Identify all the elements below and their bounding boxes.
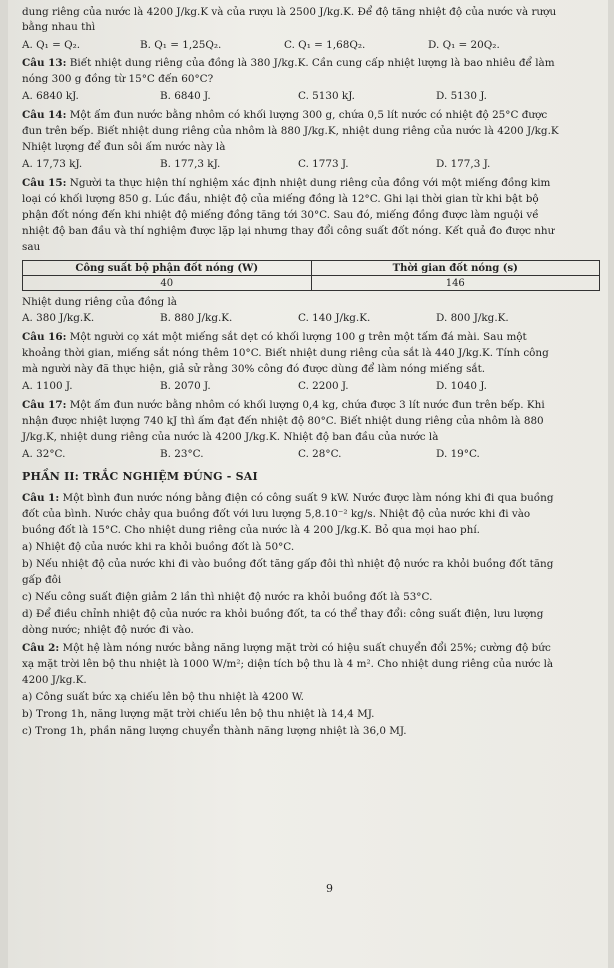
question-label: Câu 13: <box>22 57 67 69</box>
question-16 <box>22 331 527 344</box>
option-a: A. 380 J/kg.K. <box>22 312 95 324</box>
table-cell: 146 <box>311 276 600 291</box>
text-line: sau <box>22 241 41 253</box>
page-number: 9 <box>326 882 333 895</box>
statement-b: b) Trong 1h, năng lượng mặt trời chiếu lên bộ thu nhiệt là 14,4 MJ. <box>22 708 375 720</box>
text-line: loại có khối lượng 850 g. Lúc đầu, nhiệt độ của miếng đồng là 12°C. Ghi lại thời gian từ khi bật bộ <box>22 193 539 205</box>
question-17 <box>22 399 545 412</box>
text-line: bằng nhau thì <box>22 21 96 33</box>
text-line: Một bình đun nước nóng bằng điện có công suất 9 kW. Nước được làm nóng khi đi qua buồng <box>59 492 554 504</box>
statement-a: a) Nhiệt độ của nước khi ra khỏi buồng đốt là 50°C. <box>22 541 295 553</box>
text-line: buồng đốt là 15°C. Cho nhiệt dung riêng của nước là 4 200 J/kg.K. Bỏ qua mọi hao phí. <box>22 524 480 536</box>
option-a: A. 32°C. <box>22 448 66 460</box>
text-line: dung riêng của nước là 4200 J/kg.K và của rượu là 2500 J/kg.K. Để độ tăng nhiệt độ của nước và rượu <box>22 6 557 18</box>
text-line: Một hệ làm nóng nước bằng năng lượng mặt trời có hiệu suất chuyển đổi 25%; cường độ bức <box>59 642 551 654</box>
option-b: B. 6840 J. <box>160 90 211 102</box>
text-line: Một ấm đun nước bằng nhôm có khối lượng 0,4 kg, chứa được 3 lít nước đun trên bếp. Khi <box>66 399 545 411</box>
part2-question-1 <box>22 492 553 505</box>
question-label: Câu 14: <box>22 109 67 121</box>
text-line: Một người cọ xát một miếng sắt dẹt có khối lượng 100 g trên một tấm đá mài. Sau một <box>66 331 527 343</box>
question-label: Câu 2: <box>22 642 60 654</box>
option-a: A. Q₁ = Q₂. <box>22 39 81 51</box>
option-a: A. 1100 J. <box>22 380 73 392</box>
option-d: D. 800 J/kg.K. <box>436 312 509 324</box>
document-page <box>8 0 608 968</box>
question-label: Câu 1: <box>22 492 60 504</box>
option-b: B. Q₁ = 1,25Q₂. <box>140 39 222 51</box>
question-15 <box>22 177 550 190</box>
option-b: B. 880 J/kg.K. <box>160 312 233 324</box>
text-line: gấp đôi <box>22 574 62 586</box>
question-label: Câu 16: <box>22 331 67 343</box>
option-c: C. 5130 kJ. <box>298 90 355 102</box>
data-table <box>22 260 600 291</box>
question-label: Câu 17: <box>22 399 67 411</box>
statement-b: b) Nếu nhiệt độ của nước khi đi vào buồng đốt tăng gấp đôi thì nhiệt độ nước ra khỏi buồng đốt tăng <box>22 558 554 570</box>
option-a: A. 6840 kJ. <box>22 90 79 102</box>
text-line: Người ta thực hiện thí nghiệm xác định nhiệt dung riêng của đồng với một miếng đồng kim <box>66 177 551 189</box>
text-line: đun trên bếp. Biết nhiệt dung riêng của nhôm là 880 J/kg.K, nhiệt dung riêng của nước là 4200 J/kg.K <box>22 125 559 137</box>
table-cell: 40 <box>23 276 312 291</box>
option-b: B. 23°C. <box>160 448 204 460</box>
text-line: nhiệt độ ban đầu và thí nghiệm được lặp lại nhưng thay đổi công suất đốt nóng. Kết quả đo được như <box>22 225 555 237</box>
option-c: C. Q₁ = 1,68Q₂. <box>284 39 366 51</box>
statement-d: d) Để điều chỉnh nhiệt độ của nước ra khỏi buồng đốt, ta có thể thay đổi: công suất điện, lưu lượng <box>22 608 544 620</box>
text-line: Nhiệt lượng để đun sôi ấm nước này là <box>22 141 226 153</box>
option-b: B. 177,3 kJ. <box>160 158 221 170</box>
text-line: nhận được nhiệt lượng 740 kJ thì ấm đạt đến nhiệt độ 80°C. Biết nhiệt dung riêng của nhôm là 880 <box>22 415 544 427</box>
option-d: D. 19°C. <box>436 448 480 460</box>
section-heading: PHẦN II: TRẮC NGHIỆM ĐÚNG - SAI <box>22 470 258 483</box>
question-13 <box>22 57 555 70</box>
option-c: C. 140 J/kg.K. <box>298 312 371 324</box>
statement-c: c) Nếu công suất điện giảm 2 lần thì nhiệt độ nước ra khỏi buồng đốt là 53°C. <box>22 591 433 603</box>
column-header: Thời gian đốt nóng (s) <box>311 261 600 276</box>
text-line: Nhiệt dung riêng của đồng là <box>22 296 177 308</box>
text-line: nóng 300 g đồng từ 15°C đến 60°C? <box>22 73 214 85</box>
option-c: C. 2200 J. <box>298 380 349 392</box>
question-label: Câu 15: <box>22 177 67 189</box>
statement-c: c) Trong 1h, phần năng lượng chuyển thành năng lượng nhiệt là 36,0 MJ. <box>22 725 407 737</box>
column-header: Công suất bộ phận đốt nóng (W) <box>23 261 312 276</box>
part2-question-2 <box>22 642 551 655</box>
text-line: khoảng thời gian, miếng sắt nóng thêm 10°C. Biết nhiệt dung riêng của sắt là 440 J/kg.K. Tính công <box>22 347 549 359</box>
text-line: dòng nước; nhiệt độ nước đi vào. <box>22 624 194 636</box>
option-d: D. Q₁ = 20Q₂. <box>428 39 500 51</box>
option-d: D. 5130 J. <box>436 90 487 102</box>
text-line: mà người này đã thực hiện, giả sử rằng 30% công đó được dùng để làm nóng miếng sắt. <box>22 363 486 375</box>
table-row <box>23 276 600 291</box>
statement-a: a) Công suất bức xạ chiếu lên bộ thu nhiệt là 4200 W. <box>22 691 304 703</box>
table-header-row <box>23 261 600 276</box>
option-c: C. 1773 J. <box>298 158 349 170</box>
option-c: C. 28°C. <box>298 448 342 460</box>
option-d: D. 177,3 J. <box>436 158 491 170</box>
text-line: đốt của bình. Nước chảy qua buồng đốt với lưu lượng 5,8.10⁻² kg/s. Nhiệt độ của nước khi đi vào <box>22 508 531 520</box>
text-line: phận đốt nóng đến khi nhiệt độ miếng đồng tăng tới 30°C. Sau đó, miếng đồng được làm nguội về <box>22 209 539 221</box>
text-line: xạ mặt trời lên bộ thu nhiệt là 1000 W/m²; diện tích bộ thu là 4 m². Cho nhiệt dung riêng của nước là <box>22 658 554 670</box>
text-line: J/kg.K, nhiệt dung riêng của nước là 4200 J/kg.K. Nhiệt độ ban đầu của nước là <box>22 431 439 443</box>
text-line: 4200 J/kg.K. <box>22 674 87 686</box>
option-b: B. 2070 J. <box>160 380 211 392</box>
question-14 <box>22 109 547 122</box>
option-a: A. 17,73 kJ. <box>22 158 83 170</box>
text-line: Một ấm đun nước bằng nhôm có khối lượng 300 g, chứa 0,5 lít nước có nhiệt độ 25°C được <box>66 109 548 121</box>
option-d: D. 1040 J. <box>436 380 487 392</box>
text-line: Biết nhiệt dung riêng của đồng là 380 J/kg.K. Cần cung cấp nhiệt lượng là bao nhiêu để làm <box>66 57 555 69</box>
